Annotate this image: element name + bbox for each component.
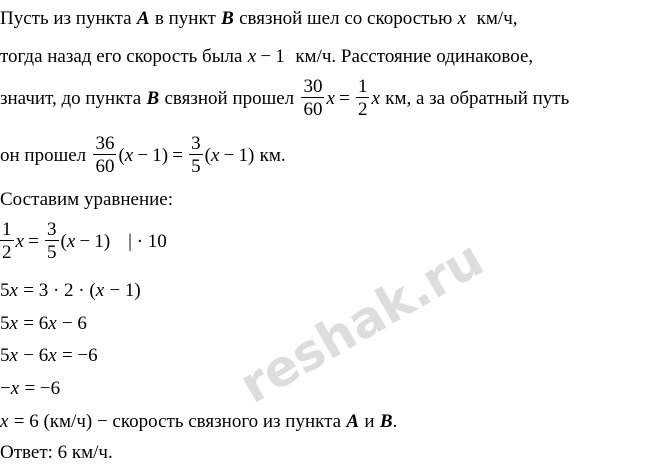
line-1 xyxy=(0,9,518,28)
paren: ( xyxy=(204,144,211,166)
paren: ( xyxy=(60,230,67,252)
text: в пункт xyxy=(154,8,216,29)
var-x: x xyxy=(9,313,18,334)
multiplier: | · 10 xyxy=(128,230,167,252)
line-8 xyxy=(0,314,87,333)
text: связной шел со скоростью xyxy=(239,8,453,29)
text: км, а за обратный путь xyxy=(385,87,570,109)
line-12 xyxy=(0,443,113,462)
line-9 xyxy=(0,346,98,365)
text: значит, до пункта xyxy=(0,87,142,109)
equals-sign: = xyxy=(28,230,39,252)
equals-sign: = xyxy=(339,87,350,109)
paren: ) xyxy=(161,144,169,166)
var-x: x xyxy=(326,87,335,109)
minus-sign: − xyxy=(0,378,11,399)
text: Пусть из пункта xyxy=(0,8,132,29)
number: 1 xyxy=(238,144,248,166)
paren: ) xyxy=(248,144,255,166)
var-x: x xyxy=(9,345,18,366)
unit: км/ч xyxy=(295,46,332,67)
denominator: 60 xyxy=(95,156,115,177)
number: 5 xyxy=(0,345,10,366)
line-4 xyxy=(0,133,286,177)
fraction-3-5 xyxy=(45,220,59,262)
unit: км. xyxy=(259,144,286,166)
var-x: x xyxy=(211,144,220,166)
expr: − 1) xyxy=(109,280,141,301)
fraction-1-2 xyxy=(0,220,14,262)
numerator: 36 xyxy=(95,133,115,154)
var-x: x xyxy=(457,8,467,29)
number: 5 xyxy=(0,280,10,301)
var-x: x xyxy=(66,230,76,252)
paren: ( xyxy=(118,144,125,166)
denominator: 2 xyxy=(2,242,12,263)
minus-sign: − xyxy=(137,144,149,166)
var-x: x xyxy=(48,313,57,334)
numerator: 1 xyxy=(2,219,12,240)
expr: = −6 xyxy=(24,378,61,399)
line-10 xyxy=(0,379,60,398)
numerator: 3 xyxy=(47,219,57,240)
answer: Ответ: 6 км/ч. xyxy=(0,442,113,463)
numerator: 3 xyxy=(191,133,201,154)
denominator: 60 xyxy=(303,99,323,120)
text: связной прошел xyxy=(164,87,295,109)
var-x: x xyxy=(95,280,105,301)
denominator: 5 xyxy=(47,242,57,263)
text: . Расстояние одинаковое, xyxy=(331,46,534,67)
unit: км/ч, xyxy=(476,8,518,29)
expr: = 3 · 2 · ( xyxy=(23,280,96,301)
var-x: x xyxy=(15,230,24,252)
minus-sign: − xyxy=(223,144,235,166)
line-5 xyxy=(0,190,173,209)
denominator: 5 xyxy=(191,156,201,177)
var-x: x xyxy=(371,87,380,109)
minus-sign: − xyxy=(260,46,272,67)
numerator: 30 xyxy=(303,76,323,97)
text: = 6 (км/ч) − скорость связного из пункта xyxy=(13,411,342,432)
watermark: reshak.ru xyxy=(230,229,493,415)
var-x: x xyxy=(9,280,18,301)
equals-sign: = xyxy=(172,144,183,166)
text: он прошел xyxy=(0,144,87,166)
var-a: A xyxy=(136,8,150,29)
text: . xyxy=(392,411,398,432)
heading: Составим уравнение: xyxy=(0,189,174,210)
var-x: x xyxy=(48,345,57,366)
paren: ) xyxy=(103,230,111,252)
expr: = −6 xyxy=(61,345,98,366)
var-x: x xyxy=(0,411,9,432)
line-2 xyxy=(0,47,533,66)
text: тогда назад его скорость была xyxy=(0,46,243,67)
line-3 xyxy=(0,76,569,120)
line-6 xyxy=(0,219,167,263)
number: 5 xyxy=(0,313,10,334)
var-b: B xyxy=(146,87,160,109)
denominator: 2 xyxy=(357,99,368,120)
var-b: B xyxy=(379,411,393,432)
var-b: B xyxy=(221,8,234,29)
number: 1 xyxy=(275,46,285,67)
minus-sign: − xyxy=(79,230,91,252)
expr: = 6 xyxy=(23,313,49,334)
line-7 xyxy=(0,281,141,300)
expr: − 6 xyxy=(23,345,49,366)
line-11 xyxy=(0,412,397,431)
number: 1 xyxy=(94,230,104,252)
var-x: x xyxy=(10,378,20,399)
fraction-36-60 xyxy=(93,134,116,176)
fraction-1-2 xyxy=(356,77,370,119)
fraction-3-5 xyxy=(189,134,203,176)
number: 1 xyxy=(152,144,162,166)
text: и xyxy=(364,411,375,432)
fraction-30-60 xyxy=(301,77,324,119)
var-a: A xyxy=(346,411,360,432)
expr: − 6 xyxy=(61,313,87,334)
numerator: 1 xyxy=(357,76,368,97)
var-x: x xyxy=(124,144,134,166)
var-x: x xyxy=(247,46,257,67)
